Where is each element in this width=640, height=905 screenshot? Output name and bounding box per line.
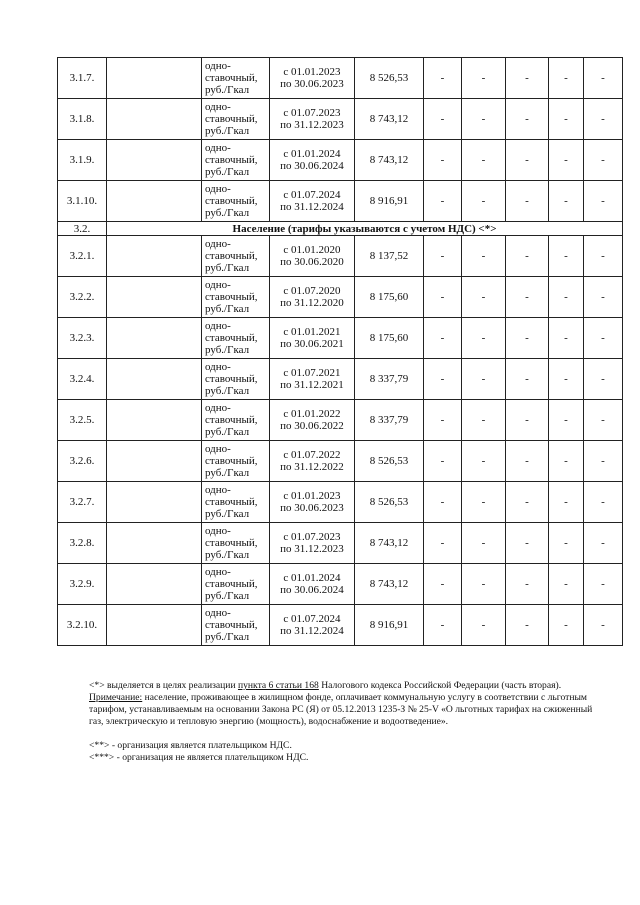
- row-number: 3.1.8.: [58, 99, 107, 140]
- dash-cell: -: [584, 482, 623, 523]
- empty-cell: [107, 99, 202, 140]
- tariff-value: 8 916,91: [355, 181, 424, 222]
- row-number: 3.2.4.: [58, 359, 107, 400]
- row-number: 3.2.7.: [58, 482, 107, 523]
- dash-cell: -: [424, 400, 462, 441]
- empty-cell: [107, 58, 202, 99]
- empty-cell: [107, 564, 202, 605]
- tariff-period: [270, 523, 355, 564]
- tariff-unit: [202, 277, 270, 318]
- dash-cell: -: [462, 605, 506, 646]
- dash-cell: -: [424, 140, 462, 181]
- tariff-unit: [202, 605, 270, 646]
- tariff-period: [270, 400, 355, 441]
- tariff-unit-line: одно-: [205, 361, 231, 373]
- tariff-value: 8 743,12: [355, 99, 424, 140]
- footnote-vat-payer: <**> - организация является плательщиком НДС.: [89, 740, 292, 751]
- tariff-unit-line: ставочный,: [205, 154, 258, 166]
- dash-cell: -: [462, 181, 506, 222]
- dash-cell: -: [424, 99, 462, 140]
- dash-cell: -: [506, 99, 549, 140]
- dash-cell: -: [584, 99, 623, 140]
- tariff-unit-line: руб./Гкал: [205, 262, 250, 274]
- note-label: Примечание:: [89, 692, 143, 703]
- dash-cell: -: [506, 523, 549, 564]
- tariff-value: 8 175,60: [355, 318, 424, 359]
- tariff-period-line: с 01.01.2024: [283, 148, 341, 160]
- tariff-period-line: по 31.12.2021: [280, 379, 344, 391]
- dash-cell: -: [506, 236, 549, 277]
- tariff-period-line: по 30.06.2021: [280, 338, 344, 350]
- footnote-vat: [89, 680, 609, 692]
- tariff-period-line: по 31.12.2024: [280, 625, 344, 637]
- row-number: 3.1.10.: [58, 181, 107, 222]
- tariff-unit-line: одно-: [205, 183, 231, 195]
- empty-cell: [107, 400, 202, 441]
- table-row: [58, 140, 623, 181]
- tariff-unit: [202, 564, 270, 605]
- tariff-unit-line: ставочный,: [205, 455, 258, 467]
- dash-cell: -: [462, 58, 506, 99]
- tariff-unit-line: ставочный,: [205, 414, 258, 426]
- dash-cell: -: [584, 564, 623, 605]
- tariff-unit-line: руб./Гкал: [205, 631, 250, 643]
- tariff-unit: [202, 482, 270, 523]
- tariff-unit-line: одно-: [205, 402, 231, 414]
- dash-cell: -: [506, 359, 549, 400]
- tariff-unit: [202, 523, 270, 564]
- tariff-unit-line: ставочный,: [205, 619, 258, 631]
- dash-cell: -: [584, 359, 623, 400]
- tariff-unit-line: руб./Гкал: [205, 590, 250, 602]
- dash-cell: -: [462, 140, 506, 181]
- dash-cell: -: [424, 277, 462, 318]
- dash-cell: -: [506, 605, 549, 646]
- tariff-period-line: по 30.06.2022: [280, 420, 344, 432]
- row-number: 3.2.1.: [58, 236, 107, 277]
- empty-cell: [107, 482, 202, 523]
- tariff-period: [270, 58, 355, 99]
- tariff-period-line: по 30.06.2020: [280, 256, 344, 268]
- dash-cell: -: [549, 482, 584, 523]
- dash-cell: -: [424, 236, 462, 277]
- tariff-unit-line: ставочный,: [205, 291, 258, 303]
- footnote-not-vat-payer: <***> - организация не является плательщиком НДС.: [89, 752, 309, 763]
- dash-cell: -: [506, 441, 549, 482]
- dash-cell: -: [506, 482, 549, 523]
- dash-cell: -: [549, 236, 584, 277]
- dash-cell: -: [549, 400, 584, 441]
- dash-cell: -: [549, 564, 584, 605]
- tariff-period-line: с 01.07.2024: [283, 189, 341, 201]
- row-number: 3.2.2.: [58, 277, 107, 318]
- dash-cell: -: [506, 277, 549, 318]
- tariff-period: [270, 181, 355, 222]
- dash-cell: -: [506, 318, 549, 359]
- tariff-unit-line: одно-: [205, 60, 231, 72]
- tariff-unit: [202, 58, 270, 99]
- tariff-unit-line: руб./Гкал: [205, 166, 250, 178]
- tariff-period: [270, 605, 355, 646]
- tariff-unit-line: руб./Гкал: [205, 84, 250, 96]
- tariff-unit-line: руб./Гкал: [205, 508, 250, 520]
- row-number: 3.1.7.: [58, 58, 107, 99]
- dash-cell: -: [462, 318, 506, 359]
- section-rows: [58, 222, 623, 236]
- footnote-note: [89, 692, 609, 728]
- dash-cell: -: [506, 564, 549, 605]
- dash-cell: -: [506, 181, 549, 222]
- dash-cell: -: [549, 277, 584, 318]
- tariff-unit-line: одно-: [205, 566, 231, 578]
- tariff-period-line: с 01.01.2023: [283, 490, 341, 502]
- tariff-value: 8 916,91: [355, 605, 424, 646]
- tariff-period-line: по 31.12.2023: [280, 119, 344, 131]
- dash-cell: -: [424, 58, 462, 99]
- tariff-unit-line: ставочный,: [205, 195, 258, 207]
- tariff-unit-line: руб./Гкал: [205, 344, 250, 356]
- row-number: 3.2.5.: [58, 400, 107, 441]
- tariff-unit-line: одно-: [205, 238, 231, 250]
- dash-cell: -: [584, 140, 623, 181]
- row-number: 3.2.3.: [58, 318, 107, 359]
- empty-cell: [107, 441, 202, 482]
- dash-cell: -: [549, 441, 584, 482]
- empty-cell: [107, 181, 202, 222]
- tariff-value: 8 526,53: [355, 482, 424, 523]
- empty-cell: [107, 523, 202, 564]
- tariff-unit-line: одно-: [205, 279, 231, 291]
- row-number: 3.2.9.: [58, 564, 107, 605]
- tariff-unit-line: одно-: [205, 525, 231, 537]
- tariff-unit-line: ставочный,: [205, 250, 258, 262]
- table-row: [58, 277, 623, 318]
- tariff-value: 8 743,12: [355, 523, 424, 564]
- tariff-rows-part1: [58, 58, 623, 222]
- tariff-unit-line: одно-: [205, 142, 231, 154]
- footnote-vat-text-end: Налогового кодекса Российской Федерации (часть вторая).: [318, 680, 562, 691]
- tariff-value: 8 743,12: [355, 564, 424, 605]
- tariff-period-line: по 30.06.2024: [280, 160, 344, 172]
- tariff-unit-line: руб./Гкал: [205, 303, 250, 315]
- tariff-unit: [202, 140, 270, 181]
- tariff-value: 8 743,12: [355, 140, 424, 181]
- tariff-period: [270, 441, 355, 482]
- dash-cell: -: [424, 523, 462, 564]
- tariff-value: 8 526,53: [355, 58, 424, 99]
- table-row: [58, 99, 623, 140]
- table-row: [58, 441, 623, 482]
- table-row: [58, 482, 623, 523]
- tariff-rows-part2: [58, 236, 623, 646]
- empty-cell: [107, 277, 202, 318]
- tariff-unit-line: одно-: [205, 607, 231, 619]
- tariff-period: [270, 482, 355, 523]
- tariff-period-line: с 01.01.2021: [283, 326, 341, 338]
- dash-cell: -: [424, 181, 462, 222]
- dash-cell: -: [584, 400, 623, 441]
- dash-cell: -: [424, 318, 462, 359]
- row-number: 3.1.9.: [58, 140, 107, 181]
- table-row: [58, 400, 623, 441]
- dash-cell: -: [549, 99, 584, 140]
- table-row: [58, 58, 623, 99]
- tariff-period-line: с 01.01.2020: [283, 244, 341, 256]
- tariff-unit-line: руб./Гкал: [205, 426, 250, 438]
- tariff-unit: [202, 400, 270, 441]
- tariff-unit-line: руб./Гкал: [205, 549, 250, 561]
- tariff-table: [57, 57, 623, 646]
- dash-cell: -: [462, 99, 506, 140]
- dash-cell: -: [506, 400, 549, 441]
- dash-cell: -: [549, 58, 584, 99]
- tariff-unit: [202, 99, 270, 140]
- tariff-unit-line: ставочный,: [205, 113, 258, 125]
- note-text: население, проживающее в жилищном фонде, оплачивает коммунальную услугу в соответствии с льготным тарифом, устанавливаемым на основании Закона РС (Я) от 05.12.2013 1235-З № 25-V «О льготных тарифах на сжиженный газ, электрическую и тепловую энергию (мощность), водоснабжение и водоотведение».: [89, 692, 593, 727]
- footnote-vat-text: <*> выделяется в целях реализации: [89, 680, 238, 691]
- dash-cell: -: [549, 605, 584, 646]
- tariff-value: 8 337,79: [355, 400, 424, 441]
- tariff-unit: [202, 318, 270, 359]
- row-number: 3.2.6.: [58, 441, 107, 482]
- dash-cell: -: [584, 318, 623, 359]
- tax-code-link[interactable]: пункта 6 статьи 168: [237, 680, 319, 691]
- tariff-period-line: с 01.07.2022: [283, 449, 341, 461]
- tariff-value: 8 526,53: [355, 441, 424, 482]
- dash-cell: -: [584, 523, 623, 564]
- tariff-value: 8 137,52: [355, 236, 424, 277]
- dash-cell: -: [549, 318, 584, 359]
- dash-cell: -: [424, 441, 462, 482]
- dash-cell: -: [549, 523, 584, 564]
- tariff-period-line: с 01.07.2020: [283, 285, 341, 297]
- tariff-unit-line: ставочный,: [205, 496, 258, 508]
- table-row: [58, 605, 623, 646]
- section-title: Население (тарифы указываются с учетом НДС) <*>: [107, 222, 623, 236]
- dash-cell: -: [462, 359, 506, 400]
- tariff-period: [270, 277, 355, 318]
- dash-cell: -: [584, 181, 623, 222]
- tariff-period: [270, 140, 355, 181]
- table-row: [58, 564, 623, 605]
- tariff-period-line: по 30.06.2024: [280, 584, 344, 596]
- tariff-period: [270, 318, 355, 359]
- footnotes: [89, 680, 609, 764]
- dash-cell: -: [424, 359, 462, 400]
- tariff-unit: [202, 181, 270, 222]
- tariff-period: [270, 99, 355, 140]
- tariff-period-line: по 31.12.2020: [280, 297, 344, 309]
- table-row: [58, 359, 623, 400]
- tariff-period-line: с 01.07.2023: [283, 107, 341, 119]
- dash-cell: -: [462, 564, 506, 605]
- dash-cell: -: [549, 140, 584, 181]
- tariff-unit-line: одно-: [205, 101, 231, 113]
- tariff-value: 8 337,79: [355, 359, 424, 400]
- tariff-period: [270, 236, 355, 277]
- dash-cell: -: [462, 523, 506, 564]
- dash-cell: -: [462, 441, 506, 482]
- tariff-unit-line: руб./Гкал: [205, 207, 250, 219]
- tariff-unit-line: руб./Гкал: [205, 385, 250, 397]
- tariff-period-line: с 01.07.2021: [283, 367, 341, 379]
- tariff-value: 8 175,60: [355, 277, 424, 318]
- tariff-unit-line: одно-: [205, 484, 231, 496]
- dash-cell: -: [506, 140, 549, 181]
- empty-cell: [107, 318, 202, 359]
- dash-cell: -: [584, 236, 623, 277]
- table-row: [58, 181, 623, 222]
- dash-cell: -: [424, 564, 462, 605]
- tariff-period-line: с 01.01.2022: [283, 408, 341, 420]
- tariff-unit-line: руб./Гкал: [205, 125, 250, 137]
- tariff-unit-line: одно-: [205, 320, 231, 332]
- row-number: 3.2.10.: [58, 605, 107, 646]
- tariff-unit-line: ставочный,: [205, 332, 258, 344]
- tariff-unit-line: одно-: [205, 443, 231, 455]
- empty-cell: [107, 359, 202, 400]
- dash-cell: -: [462, 236, 506, 277]
- section-header-row: [58, 222, 623, 236]
- tariff-unit-line: руб./Гкал: [205, 467, 250, 479]
- tariff-period: [270, 359, 355, 400]
- dash-cell: -: [424, 482, 462, 523]
- tariff-period-line: по 30.06.2023: [280, 502, 344, 514]
- dash-cell: -: [506, 58, 549, 99]
- tariff-period-line: по 31.12.2024: [280, 201, 344, 213]
- tariff-unit-line: ставочный,: [205, 537, 258, 549]
- dash-cell: -: [584, 605, 623, 646]
- dash-cell: -: [462, 482, 506, 523]
- section-number: 3.2.: [58, 222, 107, 236]
- tariff-unit-line: ставочный,: [205, 578, 258, 590]
- row-number: 3.2.8.: [58, 523, 107, 564]
- tariff-unit: [202, 359, 270, 400]
- empty-cell: [107, 236, 202, 277]
- dash-cell: -: [462, 400, 506, 441]
- tariff-period-line: с 01.01.2023: [283, 66, 341, 78]
- tariff-unit: [202, 441, 270, 482]
- tariff-period: [270, 564, 355, 605]
- dash-cell: -: [424, 605, 462, 646]
- tariff-period-line: с 01.07.2023: [283, 531, 341, 543]
- table-row: [58, 523, 623, 564]
- tariff-period-line: с 01.01.2024: [283, 572, 341, 584]
- table-row: [58, 318, 623, 359]
- dash-cell: -: [584, 58, 623, 99]
- empty-cell: [107, 605, 202, 646]
- table-row: [58, 236, 623, 277]
- dash-cell: -: [462, 277, 506, 318]
- tariff-unit: [202, 236, 270, 277]
- dash-cell: -: [549, 181, 584, 222]
- tariff-period-line: по 31.12.2022: [280, 461, 344, 473]
- dash-cell: -: [549, 359, 584, 400]
- tariff-period-line: по 30.06.2023: [280, 78, 344, 90]
- tariff-unit-line: ставочный,: [205, 72, 258, 84]
- dash-cell: -: [584, 441, 623, 482]
- tariff-period-line: по 31.12.2023: [280, 543, 344, 555]
- empty-cell: [107, 140, 202, 181]
- tariff-period-line: с 01.07.2024: [283, 613, 341, 625]
- tariff-unit-line: ставочный,: [205, 373, 258, 385]
- dash-cell: -: [584, 277, 623, 318]
